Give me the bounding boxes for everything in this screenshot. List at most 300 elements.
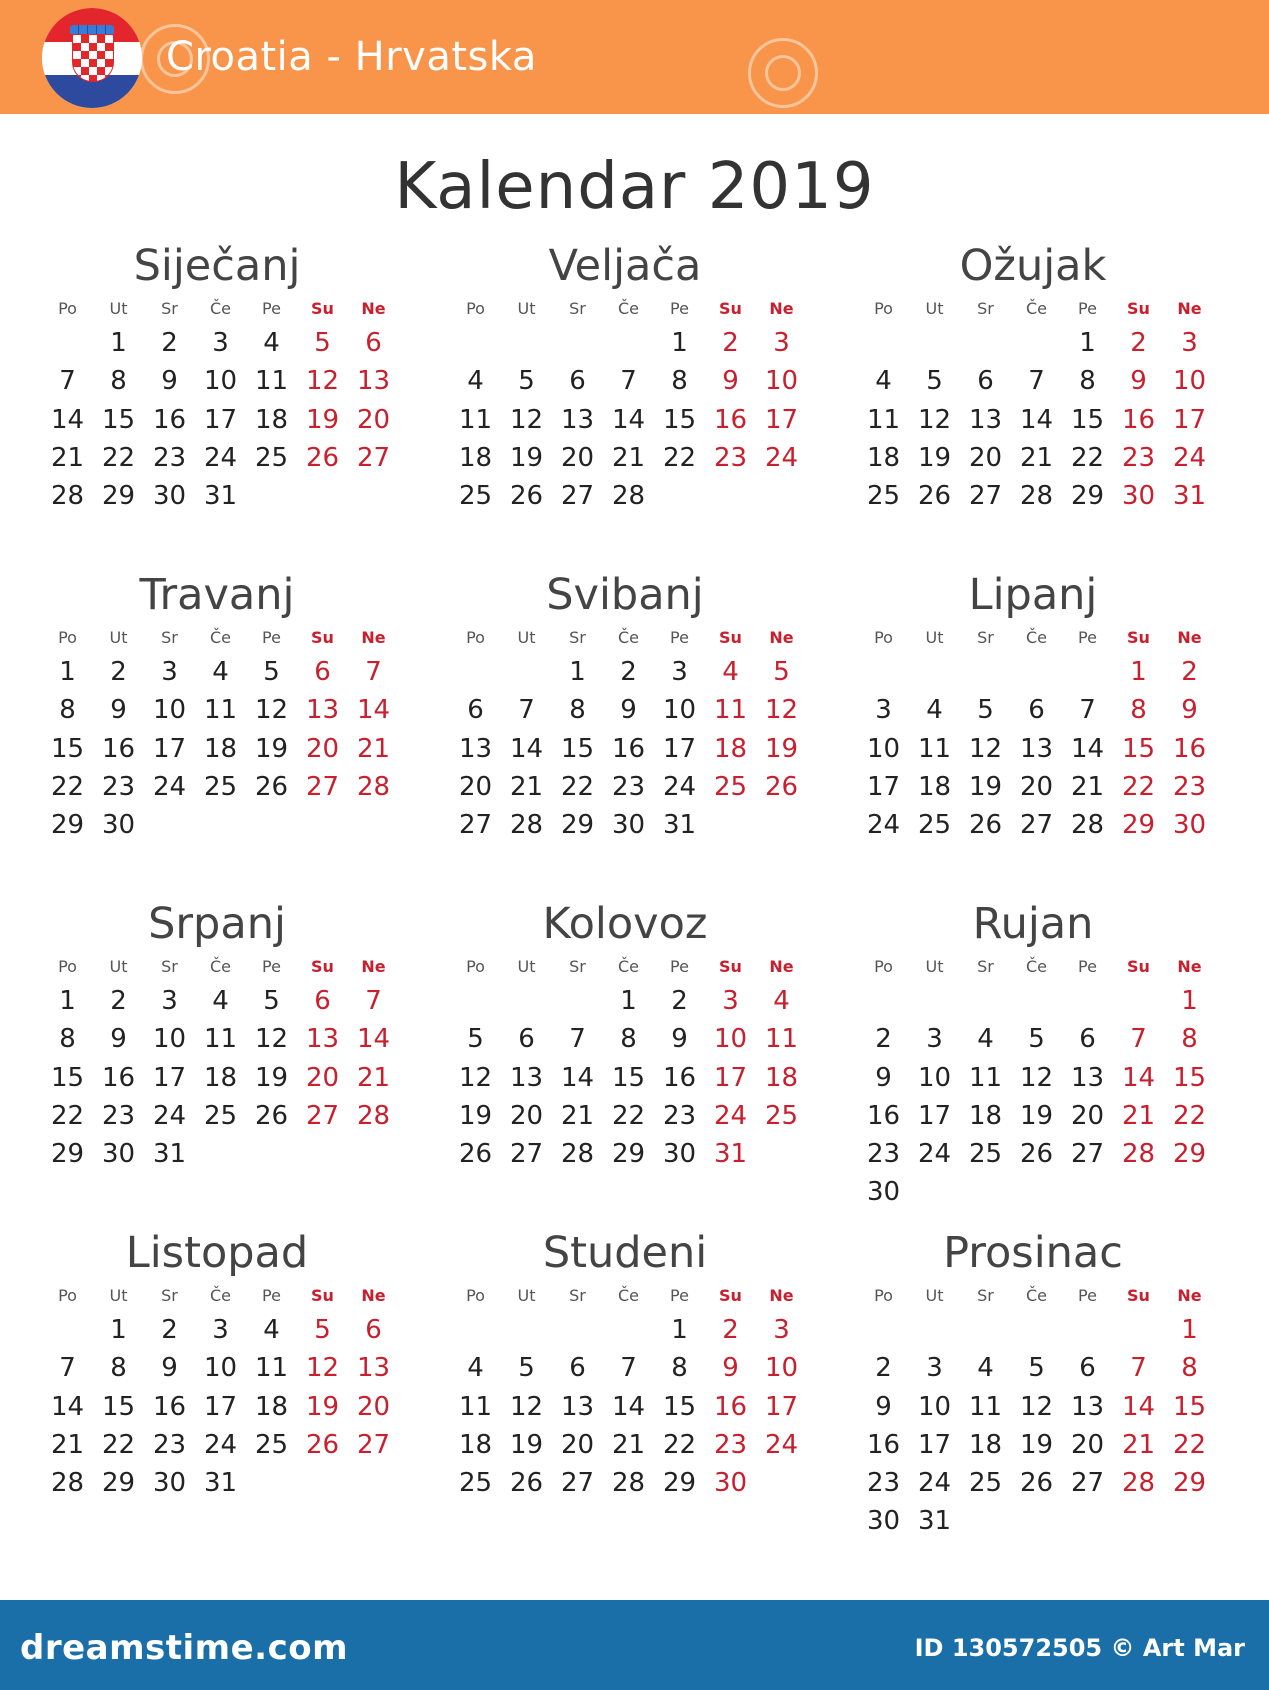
day-cell: 23 xyxy=(1121,442,1156,473)
month-name: Prosinac xyxy=(943,1228,1123,1278)
day-cell: 1 xyxy=(671,1315,688,1345)
day-cell: 29 xyxy=(662,1468,697,1499)
day-cell: 31 xyxy=(203,481,238,512)
day-cell: 21 xyxy=(1121,1429,1156,1460)
day-cell: 15 xyxy=(662,1391,697,1422)
day-cell: 20 xyxy=(1070,1100,1105,1131)
day-cell: 1 xyxy=(1130,657,1147,687)
day-cell: 17 xyxy=(662,733,697,764)
day-cell: 30 xyxy=(101,1139,136,1170)
day-cell: 19 xyxy=(917,442,952,473)
weekday-label: Su xyxy=(719,628,742,647)
day-cell: 1 xyxy=(59,986,76,1016)
croatia-flag-icon xyxy=(42,8,142,108)
day-cell xyxy=(195,806,246,844)
day-cell: 15 xyxy=(611,1062,646,1093)
day-cell: 4 xyxy=(773,986,790,1016)
day-cell: 5 xyxy=(467,1024,484,1055)
day-cell: 14 xyxy=(1121,1391,1156,1422)
day-cell: 19 xyxy=(764,733,799,764)
month-name: Ožujak xyxy=(959,241,1107,291)
day-cell xyxy=(1062,1311,1113,1349)
day-cell: 21 xyxy=(1070,771,1105,802)
day-cell: 10 xyxy=(152,1024,187,1055)
day-cell: 28 xyxy=(1070,810,1105,841)
day-cell: 18 xyxy=(713,733,748,764)
day-cell: 4 xyxy=(263,328,280,358)
week-row xyxy=(42,982,402,1020)
day-cell: 20 xyxy=(968,442,1003,473)
day-cell: 25 xyxy=(917,810,952,841)
day-cell: 19 xyxy=(509,1429,544,1460)
day-cell: 3 xyxy=(926,1353,943,1384)
day-cell: 5 xyxy=(1028,1353,1045,1384)
weekday-label: Su xyxy=(311,628,334,647)
week-row xyxy=(858,1020,1218,1058)
weekday-label: Pe xyxy=(1078,299,1097,318)
day-cell: 9 xyxy=(161,1353,178,1384)
day-cell: 30 xyxy=(866,1177,901,1208)
day-cell: 7 xyxy=(569,1024,586,1055)
day-cell xyxy=(1062,1173,1113,1211)
weekday-label: Su xyxy=(311,299,334,318)
weekday-label: Su xyxy=(1127,299,1150,318)
day-cell: 5 xyxy=(263,657,280,687)
day-cell: 18 xyxy=(866,442,901,473)
day-cell: 31 xyxy=(662,810,697,841)
week-row xyxy=(858,1388,1218,1426)
day-cell: 2 xyxy=(875,1353,892,1384)
day-cell: 18 xyxy=(203,1062,238,1093)
day-cell: 23 xyxy=(866,1468,901,1499)
day-cell xyxy=(1011,653,1062,691)
day-cell: 13 xyxy=(1070,1391,1105,1422)
day-cell: 21 xyxy=(356,733,391,764)
day-cell: 6 xyxy=(365,1315,382,1345)
day-cell: 8 xyxy=(110,366,127,397)
weekday-label: Sr xyxy=(977,299,994,318)
week-row xyxy=(450,1097,810,1135)
day-cell: 9 xyxy=(1130,366,1147,397)
day-cell: 26 xyxy=(509,1468,544,1499)
day-cell: 14 xyxy=(356,1024,391,1055)
day-cell: 24 xyxy=(713,1100,748,1131)
week-row xyxy=(42,691,402,729)
day-cell: 10 xyxy=(1172,366,1207,397)
weekday-label: Sr xyxy=(161,628,178,647)
day-cell: 17 xyxy=(152,1062,187,1093)
month-name: Srpanj xyxy=(148,899,286,949)
day-cell: 29 xyxy=(1172,1139,1207,1170)
day-cell xyxy=(1011,1502,1062,1540)
week-row xyxy=(858,1059,1218,1097)
day-cell: 20 xyxy=(305,1062,340,1093)
week-row xyxy=(42,768,402,806)
day-cell: 9 xyxy=(110,695,127,726)
day-cell: 9 xyxy=(875,1062,892,1093)
week-row xyxy=(450,401,810,439)
day-cell: 7 xyxy=(620,1353,637,1384)
day-cell: 26 xyxy=(509,481,544,512)
weekday-label: Pe xyxy=(262,299,281,318)
day-cell: 1 xyxy=(620,986,637,1016)
day-cell xyxy=(348,1135,399,1173)
day-cell: 31 xyxy=(713,1139,748,1170)
weekday-label: Če xyxy=(209,1286,231,1305)
day-cell: 9 xyxy=(722,1353,739,1384)
day-cell xyxy=(246,1135,297,1173)
day-cell: 2 xyxy=(722,1315,739,1345)
day-cell: 12 xyxy=(305,366,340,397)
day-cell xyxy=(246,477,297,515)
day-cell: 6 xyxy=(467,695,484,726)
day-cell: 8 xyxy=(620,1024,637,1055)
day-cell xyxy=(1113,1311,1164,1349)
week-row xyxy=(42,439,402,477)
day-cell: 7 xyxy=(620,366,637,397)
month-name: Svibanj xyxy=(546,570,704,620)
week-row xyxy=(450,362,810,400)
day-cell: 11 xyxy=(203,695,238,726)
day-cell: 11 xyxy=(203,1024,238,1055)
day-cell: 23 xyxy=(101,1100,136,1131)
day-cell: 31 xyxy=(152,1139,187,1170)
day-cell: 12 xyxy=(254,695,289,726)
footer-bar xyxy=(0,1600,1269,1690)
day-cell xyxy=(1011,982,1062,1020)
day-cell: 7 xyxy=(518,695,535,726)
day-cell: 30 xyxy=(1121,481,1156,512)
weekday-label: Če xyxy=(617,957,639,976)
week-row xyxy=(858,1311,1218,1349)
month-name: Veljača xyxy=(548,241,702,291)
day-cell: 27 xyxy=(509,1139,544,1170)
week-row xyxy=(450,439,810,477)
week-row xyxy=(858,1502,1218,1540)
day-cell: 24 xyxy=(866,810,901,841)
day-cell xyxy=(42,1311,93,1349)
weekday-label: Pe xyxy=(670,1286,689,1305)
weekday-label: Če xyxy=(209,957,231,976)
day-cell: 26 xyxy=(1019,1139,1054,1170)
day-cell: 3 xyxy=(212,1315,229,1345)
day-cell: 3 xyxy=(1181,328,1198,358)
day-cell xyxy=(1113,1502,1164,1540)
day-cell: 26 xyxy=(254,771,289,802)
day-cell: 28 xyxy=(1019,481,1054,512)
day-cell: 30 xyxy=(662,1139,697,1170)
day-cell: 1 xyxy=(1181,986,1198,1016)
weekday-label: Sr xyxy=(977,1286,994,1305)
day-cell xyxy=(348,477,399,515)
day-cell: 14 xyxy=(509,733,544,764)
day-cell: 18 xyxy=(458,1429,493,1460)
week-row xyxy=(450,1464,810,1502)
day-cell: 16 xyxy=(713,1391,748,1422)
weekday-label: Po xyxy=(874,1286,893,1305)
header-banner xyxy=(0,0,1269,114)
day-cell xyxy=(1113,1173,1164,1211)
day-cell: 24 xyxy=(662,771,697,802)
week-row xyxy=(858,1173,1218,1211)
day-cell: 28 xyxy=(1121,1468,1156,1499)
day-cell: 1 xyxy=(569,657,586,687)
weekday-label: Su xyxy=(311,1286,334,1305)
weekday-label: Ne xyxy=(769,957,794,976)
day-cell: 21 xyxy=(509,771,544,802)
day-cell: 5 xyxy=(977,695,994,726)
day-cell: 18 xyxy=(203,733,238,764)
day-cell: 13 xyxy=(968,404,1003,435)
weekday-label: Sr xyxy=(977,957,994,976)
week-row xyxy=(450,477,810,515)
day-cell: 21 xyxy=(50,442,85,473)
day-cell: 19 xyxy=(509,442,544,473)
month-calendar xyxy=(42,1225,450,1554)
day-cell: 15 xyxy=(101,404,136,435)
weekday-label: Ne xyxy=(1177,1286,1202,1305)
week-row xyxy=(858,982,1218,1020)
day-cell: 11 xyxy=(764,1024,799,1055)
day-cell xyxy=(450,653,501,691)
day-cell: 10 xyxy=(917,1391,952,1422)
day-cell: 1 xyxy=(1079,328,1096,358)
day-cell: 7 xyxy=(59,366,76,397)
day-cell: 23 xyxy=(713,442,748,473)
day-cell: 30 xyxy=(101,810,136,841)
day-cell: 9 xyxy=(671,1024,688,1055)
week-row xyxy=(858,730,1218,768)
day-cell: 12 xyxy=(968,733,1003,764)
weekday-label: Pe xyxy=(670,299,689,318)
day-cell: 1 xyxy=(110,1315,127,1345)
watermark-icon xyxy=(140,24,210,94)
weekday-label: Su xyxy=(719,1286,742,1305)
day-cell: 29 xyxy=(50,1139,85,1170)
day-cell: 6 xyxy=(518,1024,535,1055)
day-cell: 14 xyxy=(1121,1062,1156,1093)
day-cell: 8 xyxy=(1130,695,1147,726)
day-cell xyxy=(909,324,960,362)
image-credit: ID 130572505 © Art Mar xyxy=(914,1634,1245,1662)
day-cell: 16 xyxy=(662,1062,697,1093)
day-cell: 10 xyxy=(917,1062,952,1093)
day-cell: 20 xyxy=(356,404,391,435)
day-cell xyxy=(756,1464,807,1502)
weekday-label: Su xyxy=(719,957,742,976)
day-cell: 23 xyxy=(152,1429,187,1460)
day-cell: 26 xyxy=(305,442,340,473)
day-cell: 16 xyxy=(1172,733,1207,764)
weekday-label: Ne xyxy=(361,299,386,318)
day-cell xyxy=(195,1135,246,1173)
day-cell: 24 xyxy=(203,1429,238,1460)
day-cell: 4 xyxy=(722,657,739,687)
day-cell xyxy=(42,324,93,362)
weekday-label: Sr xyxy=(161,299,178,318)
day-cell: 25 xyxy=(203,1100,238,1131)
weekday-label: Ne xyxy=(361,957,386,976)
day-cell: 7 xyxy=(1028,366,1045,397)
weekday-label: Pe xyxy=(1078,1286,1097,1305)
weekday-header xyxy=(858,952,1218,982)
day-cell: 11 xyxy=(713,695,748,726)
day-cell: 25 xyxy=(713,771,748,802)
day-cell: 25 xyxy=(254,442,289,473)
day-cell xyxy=(858,1311,909,1349)
weekday-label: Če xyxy=(617,299,639,318)
day-cell: 28 xyxy=(1121,1139,1156,1170)
day-cell: 11 xyxy=(917,733,952,764)
day-cell: 15 xyxy=(1070,404,1105,435)
weekday-header xyxy=(42,1281,402,1311)
day-cell: 26 xyxy=(968,810,1003,841)
week-row xyxy=(858,362,1218,400)
day-cell: 27 xyxy=(560,1468,595,1499)
weekday-label: Če xyxy=(1025,299,1047,318)
day-cell xyxy=(501,1311,552,1349)
day-cell: 12 xyxy=(1019,1062,1054,1093)
day-cell: 10 xyxy=(713,1024,748,1055)
weekday-label: Ut xyxy=(109,1286,128,1305)
day-cell: 2 xyxy=(161,1315,178,1345)
day-cell: 5 xyxy=(1028,1024,1045,1055)
day-cell: 25 xyxy=(254,1429,289,1460)
day-cell: 12 xyxy=(305,1353,340,1384)
day-cell: 1 xyxy=(59,657,76,687)
day-cell: 27 xyxy=(458,810,493,841)
day-cell xyxy=(450,982,501,1020)
day-cell: 9 xyxy=(1181,695,1198,726)
day-cell: 28 xyxy=(356,771,391,802)
day-cell: 20 xyxy=(356,1391,391,1422)
day-cell: 19 xyxy=(305,404,340,435)
day-cell: 20 xyxy=(1070,1429,1105,1460)
day-cell: 29 xyxy=(101,1468,136,1499)
day-cell: 19 xyxy=(1019,1429,1054,1460)
day-cell xyxy=(705,806,756,844)
day-cell xyxy=(909,1173,960,1211)
day-cell: 28 xyxy=(356,1100,391,1131)
day-cell: 26 xyxy=(254,1100,289,1131)
month-name: Lipanj xyxy=(968,570,1098,620)
day-cell: 4 xyxy=(926,695,943,726)
day-cell: 8 xyxy=(110,1353,127,1384)
day-cell: 18 xyxy=(968,1429,1003,1460)
day-cell xyxy=(756,477,807,515)
weekday-label: Sr xyxy=(569,628,586,647)
week-row xyxy=(858,324,1218,362)
week-row xyxy=(450,324,810,362)
weekday-label: Ut xyxy=(925,1286,944,1305)
weekday-label: Ne xyxy=(1177,957,1202,976)
day-cell xyxy=(1164,1173,1215,1211)
day-cell: 6 xyxy=(1079,1024,1096,1055)
weekday-header xyxy=(858,294,1218,324)
weekday-label: Če xyxy=(209,628,231,647)
weekday-label: Če xyxy=(617,628,639,647)
day-cell: 26 xyxy=(917,481,952,512)
day-cell: 27 xyxy=(305,771,340,802)
week-row xyxy=(42,477,402,515)
weekday-label: Če xyxy=(617,1286,639,1305)
day-cell: 7 xyxy=(59,1353,76,1384)
day-cell: 8 xyxy=(1181,1024,1198,1055)
day-cell: 9 xyxy=(620,695,637,726)
day-cell: 27 xyxy=(560,481,595,512)
day-cell: 11 xyxy=(254,1353,289,1384)
day-cell: 16 xyxy=(611,733,646,764)
weekday-label: Ne xyxy=(769,628,794,647)
day-cell: 22 xyxy=(101,442,136,473)
day-cell: 29 xyxy=(1121,810,1156,841)
day-cell xyxy=(246,806,297,844)
day-cell: 31 xyxy=(203,1468,238,1499)
day-cell: 10 xyxy=(203,366,238,397)
day-cell: 18 xyxy=(254,404,289,435)
week-row xyxy=(858,439,1218,477)
month-calendar xyxy=(858,1225,1232,1554)
day-cell: 14 xyxy=(1070,733,1105,764)
weekday-label: Če xyxy=(1025,1286,1047,1305)
day-cell: 19 xyxy=(458,1100,493,1131)
month-calendar xyxy=(450,567,858,896)
day-cell: 3 xyxy=(773,328,790,358)
weekday-label: Sr xyxy=(569,1286,586,1305)
month-name: Kolovoz xyxy=(542,899,708,949)
day-cell: 3 xyxy=(212,328,229,358)
day-cell: 13 xyxy=(1070,1062,1105,1093)
day-cell: 21 xyxy=(1121,1100,1156,1131)
weekday-label: Ut xyxy=(517,957,536,976)
weekday-label: Ne xyxy=(1177,628,1202,647)
day-cell xyxy=(654,477,705,515)
week-row xyxy=(42,1388,402,1426)
weekday-label: Su xyxy=(1127,628,1150,647)
day-cell: 16 xyxy=(101,1062,136,1093)
day-cell: 13 xyxy=(356,366,391,397)
week-row xyxy=(858,1426,1218,1464)
day-cell xyxy=(756,806,807,844)
day-cell: 16 xyxy=(152,404,187,435)
weekday-label: Su xyxy=(719,299,742,318)
month-calendar xyxy=(42,567,450,896)
weekday-label: Ne xyxy=(769,1286,794,1305)
day-cell: 8 xyxy=(569,695,586,726)
day-cell: 20 xyxy=(1019,771,1054,802)
day-cell: 2 xyxy=(722,328,739,358)
day-cell xyxy=(1062,653,1113,691)
months-grid xyxy=(42,238,1232,1554)
week-row xyxy=(450,1349,810,1387)
day-cell: 12 xyxy=(458,1062,493,1093)
day-cell: 24 xyxy=(152,771,187,802)
day-cell: 3 xyxy=(773,1315,790,1345)
month-name: Studeni xyxy=(542,1228,708,1278)
day-cell xyxy=(450,1311,501,1349)
day-cell: 24 xyxy=(764,1429,799,1460)
day-cell xyxy=(1113,982,1164,1020)
week-row xyxy=(858,768,1218,806)
week-row xyxy=(42,806,402,844)
day-cell: 11 xyxy=(968,1391,1003,1422)
day-cell: 20 xyxy=(560,1429,595,1460)
day-cell: 24 xyxy=(764,442,799,473)
day-cell: 4 xyxy=(467,1353,484,1384)
day-cell: 22 xyxy=(101,1429,136,1460)
day-cell: 3 xyxy=(926,1024,943,1055)
day-cell: 8 xyxy=(59,1024,76,1055)
